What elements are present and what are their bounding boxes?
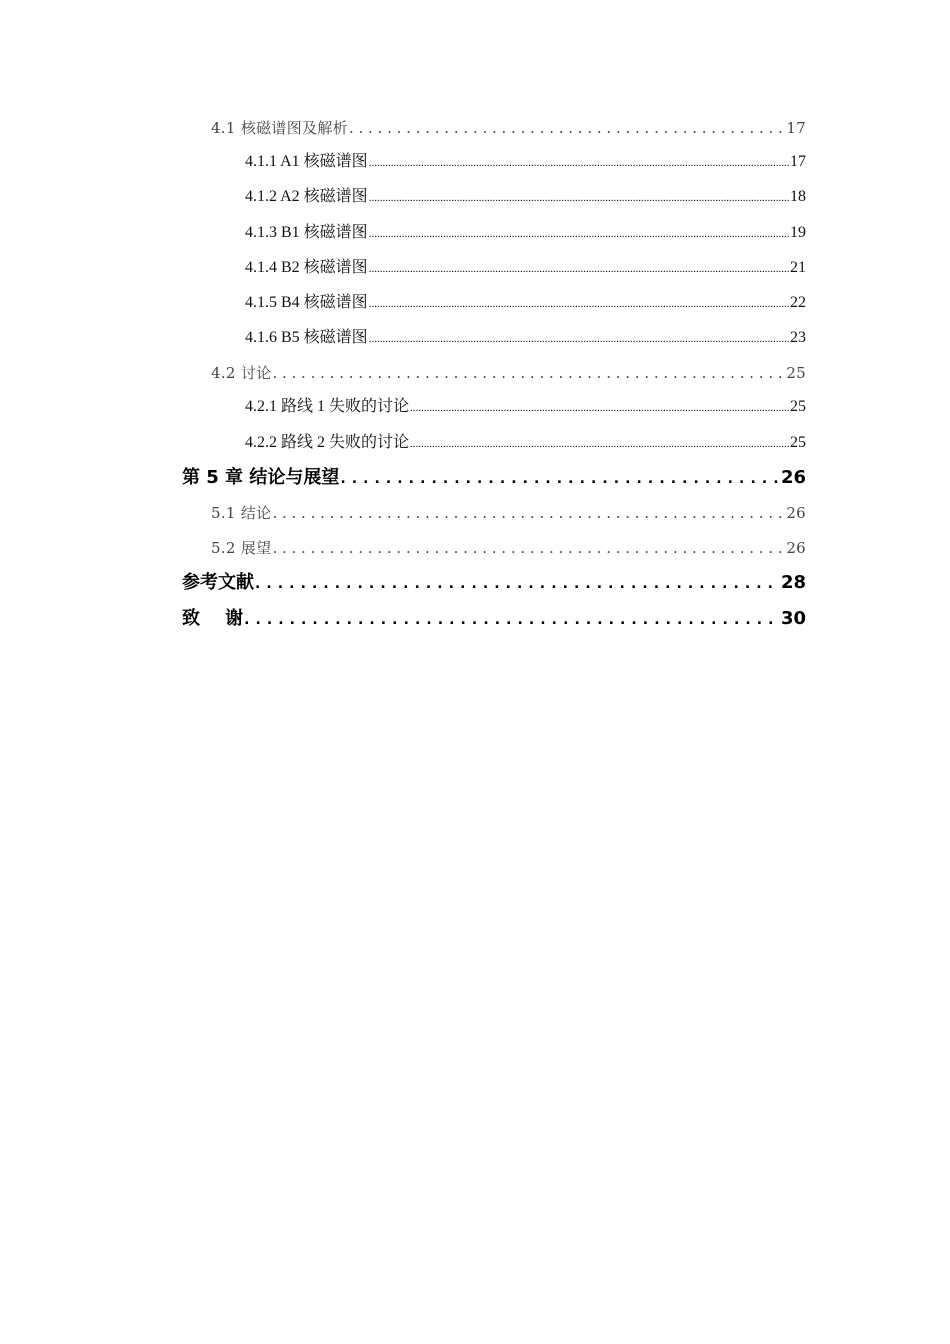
toc-entry-chapter-5[interactable] (182, 469, 806, 487)
toc-entry-4-2[interactable] (211, 366, 806, 381)
toc-entry-label: 4.1.1 A1 核磁谱图 (245, 153, 368, 170)
toc-dot-leader (340, 472, 780, 486)
toc-entry-label: 参考文献 (182, 572, 254, 593)
toc-page-number: 18 (790, 188, 806, 205)
toc-entry-5-2[interactable] (211, 541, 806, 556)
toc-entry-label: 4.1.2 A2 核磁谱图 (245, 188, 368, 205)
toc-dot-leader (349, 121, 785, 136)
toc-page-number: 17 (786, 119, 806, 137)
toc-dot-leader (272, 366, 785, 381)
toc-page-number: 23 (790, 329, 806, 346)
toc-page-number: 28 (780, 572, 806, 593)
toc-dot-leader (272, 506, 785, 521)
toc-entry-label: 4.1.5 B4 核磁谱图 (245, 294, 368, 311)
toc-page-number: 25 (790, 434, 806, 451)
toc-entry-4-2-1[interactable] (245, 399, 806, 415)
toc-dot-leader (369, 193, 789, 204)
toc-entry-label: 4.1.6 B5 核磁谱图 (245, 329, 368, 346)
toc-dot-leader (244, 613, 780, 627)
toc-page-number: 30 (780, 608, 806, 629)
toc-entry-label: 致 谢 (182, 608, 244, 629)
toc-entry-4-2-2[interactable] (245, 435, 806, 451)
toc-entry-label: 5.2 展望 (211, 539, 272, 557)
toc-entry-4-1-6[interactable] (245, 330, 806, 346)
toc-entry-acknowledgements[interactable] (182, 610, 806, 628)
toc-entry-4-1[interactable] (211, 121, 806, 136)
toc-dot-leader (410, 403, 789, 414)
toc-entry-label: 5.1 结论 (211, 504, 272, 522)
toc-entry-4-1-5[interactable] (245, 295, 806, 311)
toc-page-number: 25 (786, 364, 806, 382)
toc-dot-leader (369, 229, 789, 240)
toc-page-number: 21 (790, 259, 806, 276)
toc-dot-leader (369, 158, 789, 169)
toc-page-number: 22 (790, 294, 806, 311)
toc-entry-4-1-2[interactable] (245, 189, 806, 205)
toc-entry-label: 4.1 核磁谱图及解析 (211, 119, 348, 137)
toc-dot-leader (410, 439, 789, 450)
toc-dot-leader (369, 299, 789, 310)
toc-dot-leader (369, 334, 789, 345)
toc-entry-label: 4.1.4 B2 核磁谱图 (245, 259, 368, 276)
toc-entry-4-1-3[interactable] (245, 225, 806, 241)
toc-dot-leader (272, 541, 785, 556)
toc-page-number: 25 (790, 398, 806, 415)
toc-page-number: 26 (786, 504, 806, 522)
toc-entry-4-1-1[interactable] (245, 154, 806, 170)
toc-page-number: 19 (790, 224, 806, 241)
toc-page-number: 26 (786, 539, 806, 557)
toc-entry-label: 4.2 讨论 (211, 364, 272, 382)
toc-page-number: 26 (780, 467, 806, 488)
toc-entry-label: 4.1.3 B1 核磁谱图 (245, 224, 368, 241)
toc-entry-label: 第 5 章 结论与展望 (182, 467, 340, 488)
toc-entry-4-1-4[interactable] (245, 260, 806, 276)
toc-entry-references[interactable] (182, 574, 806, 592)
toc-dot-leader (255, 577, 780, 591)
toc-dot-leader (369, 264, 789, 275)
toc-entry-label: 4.2.2 路线 2 失败的讨论 (245, 434, 410, 451)
toc-entry-label: 4.2.1 路线 1 失败的讨论 (245, 398, 410, 415)
toc-page-number: 17 (790, 153, 806, 170)
toc-entry-5-1[interactable] (211, 506, 806, 521)
